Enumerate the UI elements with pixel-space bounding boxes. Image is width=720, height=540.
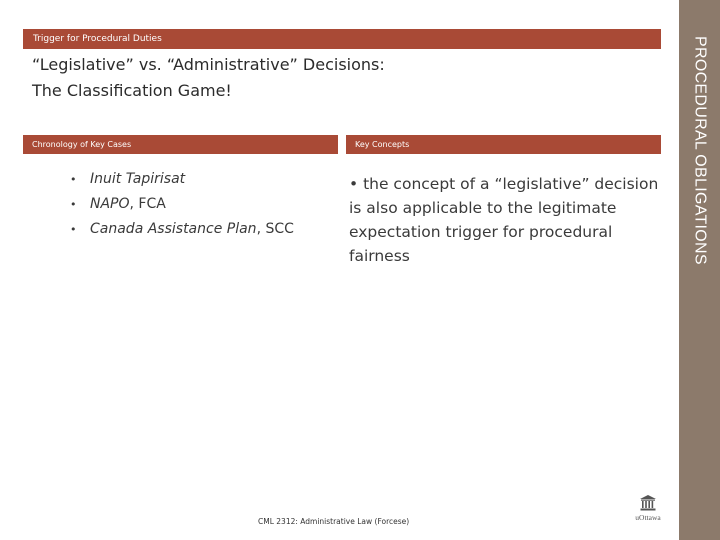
list-item [70, 217, 294, 242]
key-concepts-header-label: Key Concepts [355, 140, 410, 149]
key-concepts-header [346, 135, 661, 154]
list-item [70, 192, 294, 217]
side-title-text: PROCEDURAL OBLIGATIONS [691, 35, 709, 265]
list-item [70, 167, 294, 192]
side-title [679, 0, 720, 300]
university-building-icon [639, 494, 657, 512]
case-court: , SCC [256, 221, 294, 237]
chronology-header [23, 135, 338, 154]
bullet: • [70, 223, 77, 236]
case-name: NAPO [90, 196, 130, 212]
title-line-1: “Legislative” vs. “Administrative” Decisions: [32, 55, 385, 74]
case-name: Inuit Tapirisat [90, 171, 186, 187]
bullet: • [70, 173, 77, 186]
case-court: , FCA [129, 196, 166, 212]
case-list [70, 167, 294, 242]
slide-title [32, 52, 552, 104]
key-concept-text: • the concept of a “legislative” decision is also applicable to the legitimate expectation trigger for procedural fairness [349, 175, 659, 265]
footer-course-label: CML 2312: Administrative Law (Forcese) [258, 517, 410, 526]
logo-text: uOttawa [635, 513, 661, 522]
section-header-bar [23, 29, 661, 49]
bullet: • [70, 198, 77, 211]
title-line-2: The Classification Game! [32, 81, 232, 100]
university-logo [626, 494, 670, 530]
case-name: Canada Assistance Plan [90, 221, 257, 237]
chronology-header-label: Chronology of Key Cases [32, 140, 132, 149]
section-label: Trigger for Procedural Duties [33, 34, 162, 44]
